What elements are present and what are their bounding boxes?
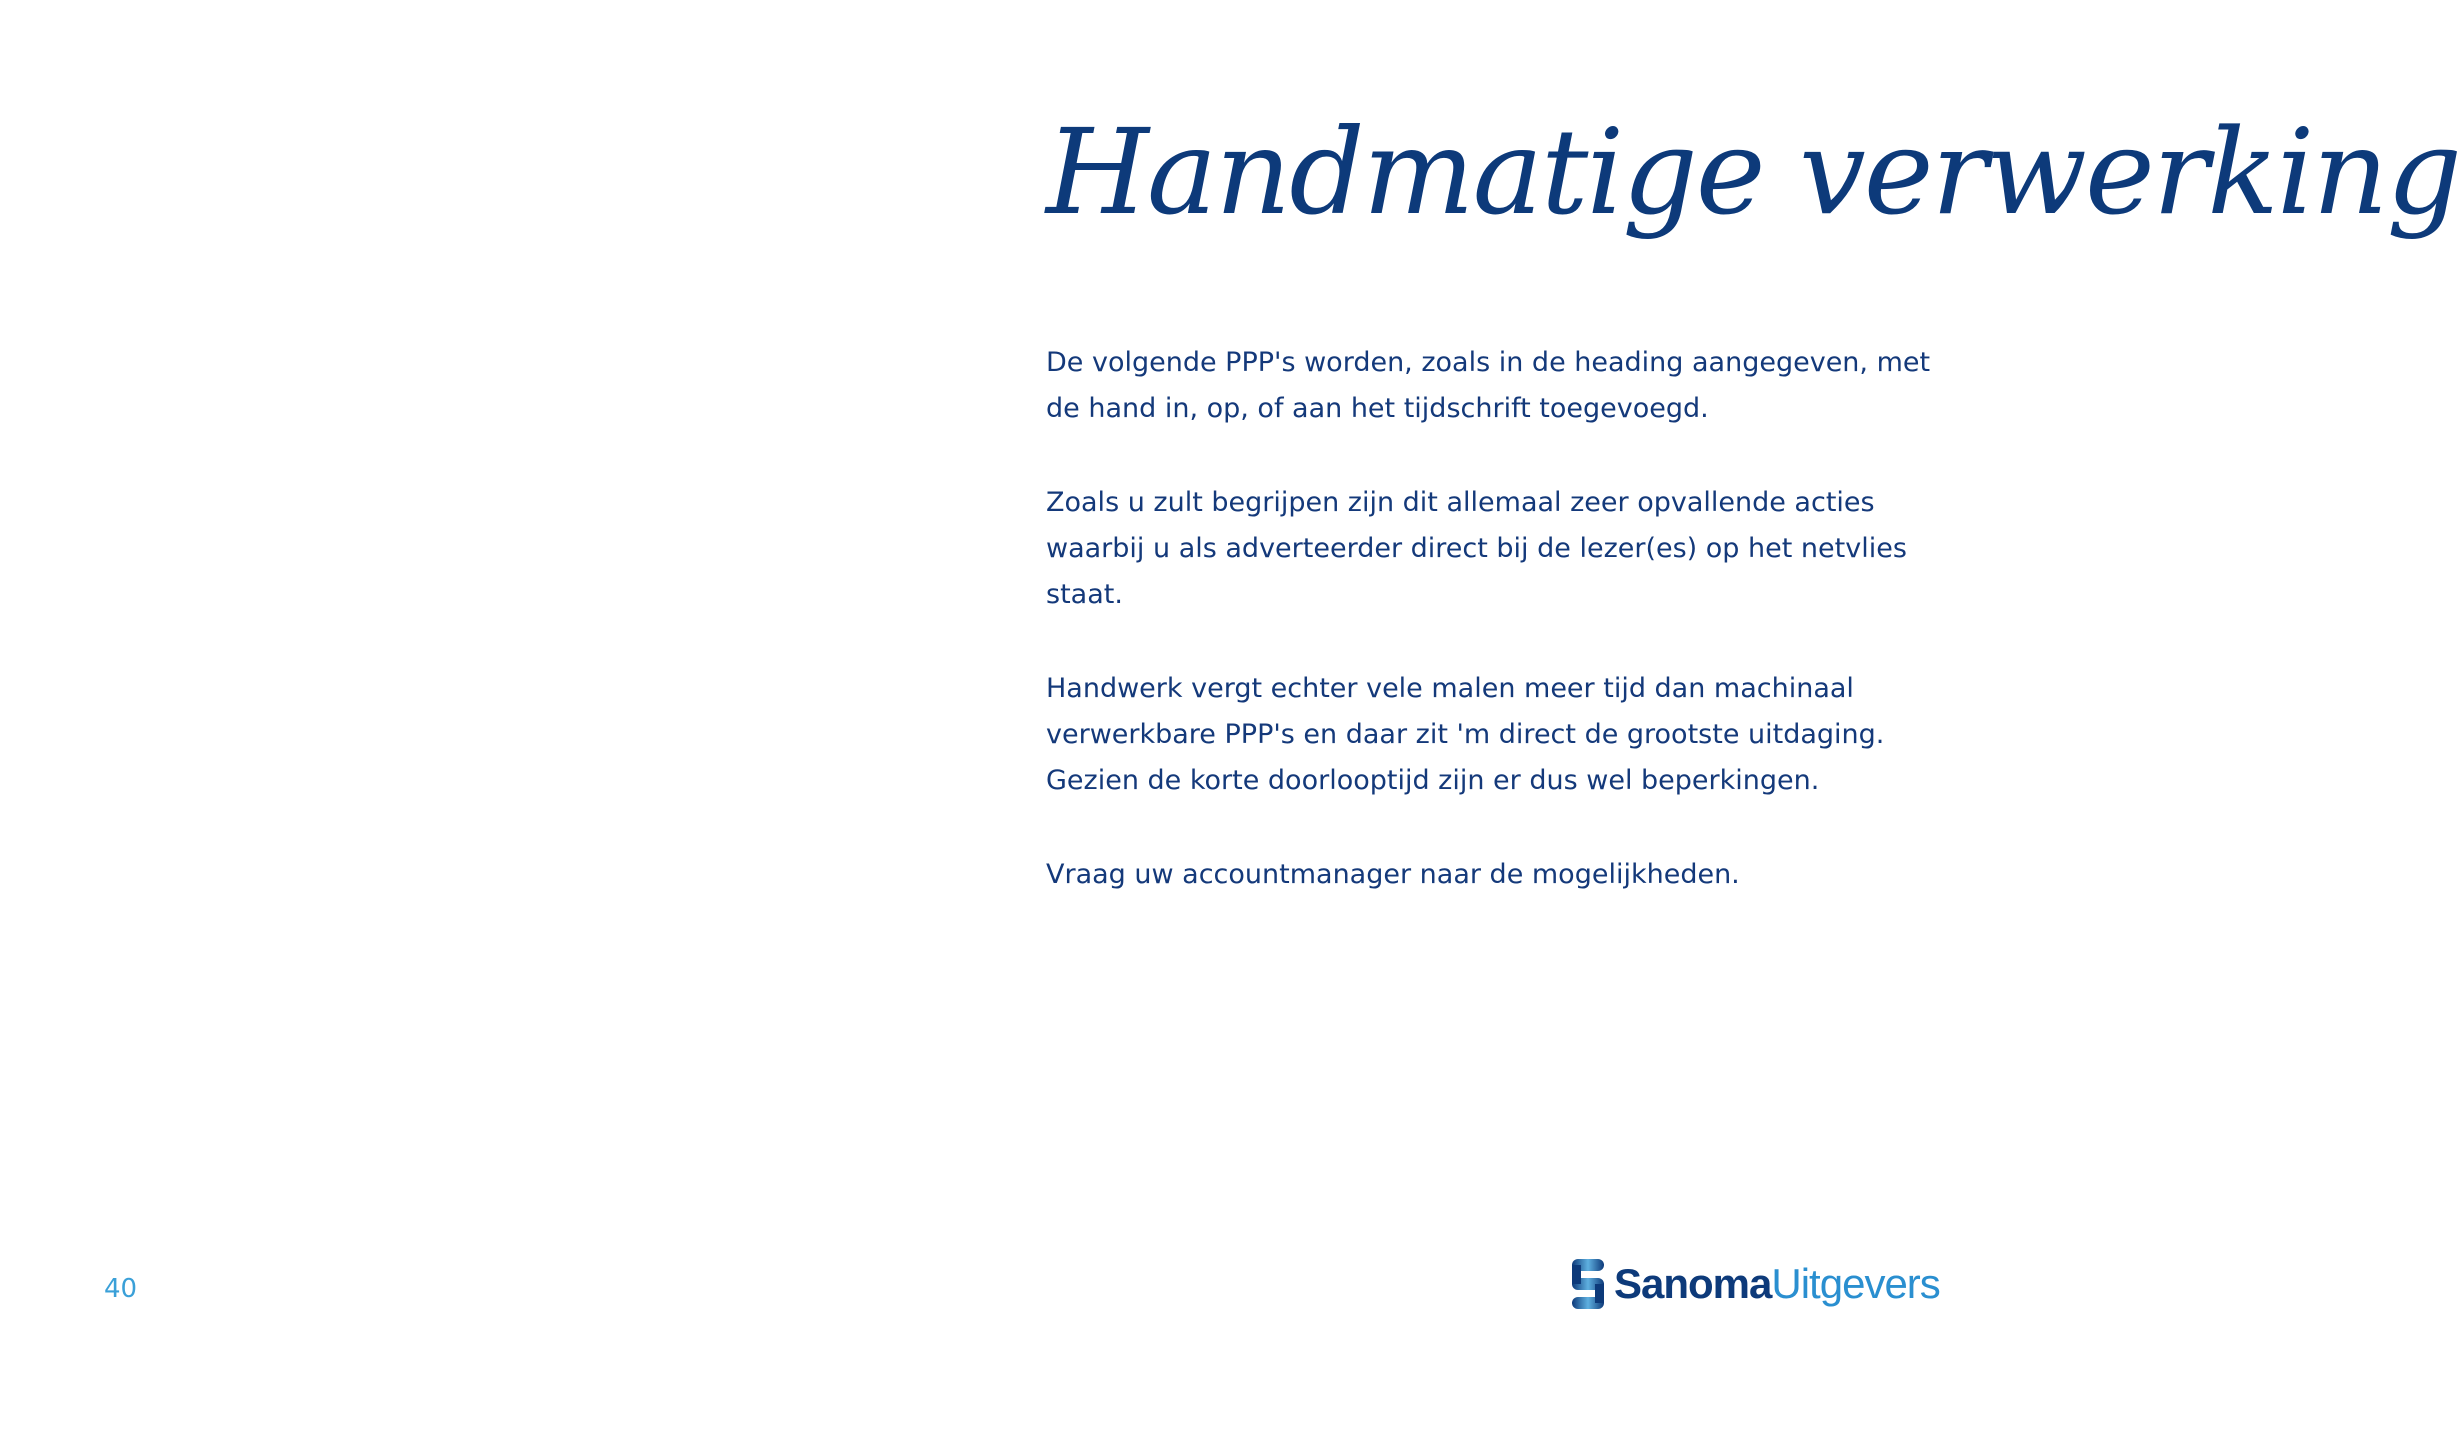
paragraph-3: Handwerk vergt echter vele malen meer tijd dan machinaal verwerkbare PPP's en daar zit 'm direct de grootste uitdaging. Gezien de korte doorlooptijd zijn er dus wel beperkingen. — [1046, 673, 1885, 796]
paragraph-4: Vraag uw accountmanager naar de mogelijkheden. — [1046, 859, 1740, 890]
page-heading: Handmatige verwerking — [1046, 103, 2460, 241]
sanoma-ribbon-icon — [1568, 1257, 1608, 1311]
logo-name: Sanoma — [1614, 1260, 1772, 1307]
left-page — [0, 0, 1024, 1448]
sanoma-uitgevers-logo — [1568, 1256, 1940, 1312]
paragraph-2: Zoals u zult begrijpen zijn dit allemaal zeer opvallende acties waarbij u als adverteerder direct bij de lezer(es) op het netvlies staat. — [1046, 487, 1907, 610]
page-number: 40 — [104, 1274, 138, 1304]
body-text — [1046, 340, 1966, 946]
logo-sub: Uitgevers — [1771, 1260, 1940, 1307]
paragraph-1: De volgende PPP's worden, zoals in de heading aangegeven, met de hand in, op, of aan het tijdschrift toegevoegd. — [1046, 347, 1931, 424]
